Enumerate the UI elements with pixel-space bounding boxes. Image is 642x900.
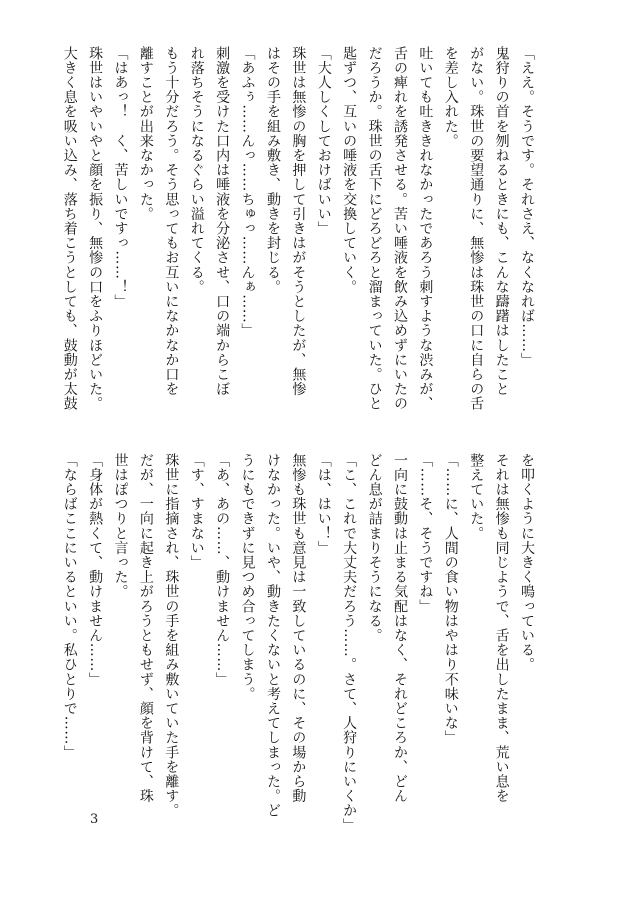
text-line: どん息が詰まりそうになる。 (366, 453, 383, 643)
text-line: 「……そ、そうですね」 (417, 453, 434, 614)
text-line: けなかった。いや、動きたくないと考えてしまった。ど (264, 453, 281, 818)
text-line: 「大人しくしておけばいい」 (315, 46, 332, 236)
text-line: 珠世に指摘され、珠世の手を組み敷いていた手を離す。 (163, 453, 180, 818)
text-line: 珠世はいやいやと顔を振り、無惨の口をふりほどいた。 (87, 46, 104, 411)
text-line: 「はあっ！ く、苦しいですっ……！」 (112, 46, 129, 309)
text-line: 吐いても吐ききれなかったであろう刺すような渋みが、 (417, 46, 434, 411)
text-line: 「あふぅ……んっ……ちゅっ……んぁ……」 (239, 46, 256, 338)
text-line: うにもできずに見つめ合ってしまう。 (239, 453, 256, 702)
text-line: 「ならばここにいるといい。私ひとりで……」 (61, 453, 78, 760)
text-line: 大きく息を吸い込み、落ち着こうとしても、鼓動が太鼓 (61, 46, 78, 411)
text-line: がない。珠世の要望通りに、無惨は珠世の口に自らの舌 (468, 46, 485, 411)
text-line: それは無惨も同じようで、舌を出したまま、荒い息を (493, 453, 510, 804)
text-line: だろうか。珠世の舌下にどろどろと溜まっていた。ひと (366, 46, 383, 411)
text-block-lower (61, 453, 539, 833)
text-line: 世はぽつりと言った。 (112, 453, 129, 599)
text-line: 「ええ。そうです。それさえ、なくなれば……」 (519, 46, 535, 368)
page-number: 3 (90, 812, 99, 827)
text-line: 整えていた。 (468, 453, 485, 541)
text-line: もう十分だろう。そう思ってもお互いになかなか口を (163, 46, 180, 397)
text-line: を差し入れた。 (442, 46, 459, 149)
text-line: 刺激を受けた口内は唾液を分泌させ、口の端からこぼ (214, 46, 231, 397)
text-line: はその手を組み敷き、動きを封じる。 (264, 46, 281, 295)
text-line: 一向に鼓動は止まる気配はなく、それどころか、どん (391, 453, 408, 804)
text-line: 「……に、人間の食い物はやはり不味いな」 (442, 453, 459, 745)
text-line: 「あ、あの……、動けません……」 (214, 453, 231, 687)
text-line: れ落ちそうになるぐらい溢れてくる。 (188, 46, 205, 295)
text-line: 鬼狩りの首を刎ねるときにも、こんな躊躇はしたこと (493, 46, 510, 397)
text-line: 「身体が熱くて、動けません……」 (87, 453, 104, 687)
text-line: を叩くように大きく鳴っている。 (519, 453, 535, 672)
text-line: 無惨も珠世も意見は一致しているのに、その場から動 (290, 453, 307, 804)
text-line: だが、一向に起き上がろうともせず、顔を背けて、珠 (137, 453, 154, 804)
text-line: 匙ずつ、互いの唾液を交換していく。 (341, 46, 358, 295)
text-line: 「す、すまない」 (188, 453, 205, 570)
text-line: 「こ、これで大丈夫だろう……。さて、人狩りにいくか」 (341, 453, 358, 833)
text-line: 珠世は無惨の胸を押して引きはがそうとしたが、無惨 (290, 46, 307, 397)
text-block-upper (61, 46, 539, 424)
text-line: 舌の痺れを誘発させる。苦い唾液を飲み込めずにいたの (391, 46, 408, 411)
text-line: 「は、はい！」 (315, 453, 332, 556)
text-line: 離すことが出来なかった。 (137, 46, 154, 222)
